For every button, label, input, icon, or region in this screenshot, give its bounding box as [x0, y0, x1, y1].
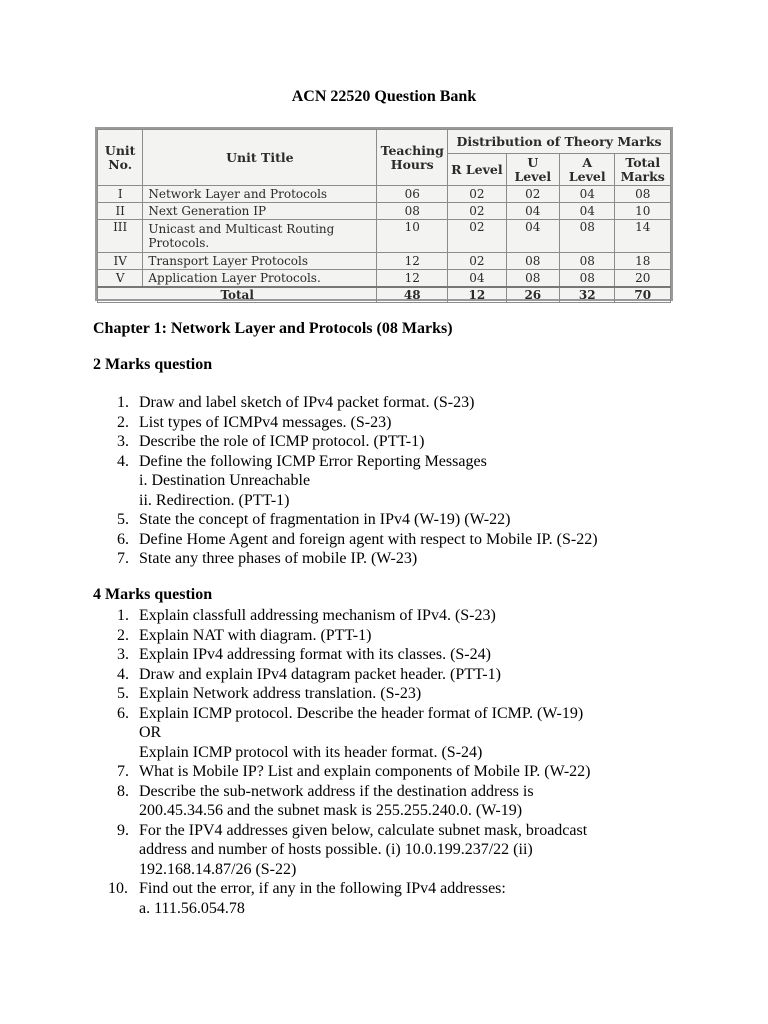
u-level: 02: [506, 186, 559, 203]
teaching-hours: 06: [377, 186, 448, 203]
list-item: 2. Explain NAT with diagram. (PTT-1): [117, 626, 372, 644]
u-level: 08: [506, 253, 559, 270]
total-marks: 18: [615, 253, 671, 270]
teaching-hours: 12: [377, 270, 448, 287]
list-item: 6. Explain ICMP protocol. Describe the header format of ICMP. (W-19) OR Explain ICMP protocol with its header format. (S-24): [117, 704, 584, 761]
list-item: 5. State the concept of fragmentation in IPv4 (W-19) (W-22): [117, 511, 511, 528]
header-a-level: A Level: [560, 154, 615, 186]
table-row: [98, 203, 671, 220]
teaching-hours: 12: [377, 253, 448, 270]
total-label: Total: [98, 287, 377, 303]
list-item: 7. State any three phases of mobile IP. (W-23): [117, 550, 418, 567]
header-teaching-hours: Teaching Hours: [377, 130, 448, 186]
a-level: 04: [560, 186, 615, 203]
r-level: 02: [448, 253, 506, 270]
r-level: 02: [448, 186, 506, 203]
a-level: 04: [560, 203, 615, 220]
total-r-level: 12: [448, 287, 506, 303]
list-item: 5. Explain Network address translation. (S-23): [117, 685, 422, 702]
list-item: 1. Explain classfull addressing mechanism of IPv4. (S-23): [117, 607, 496, 624]
four-marks-question-list: [93, 606, 713, 918]
table-row: [98, 220, 671, 253]
two-marks-question-list: [93, 393, 713, 569]
list-item: 2. List types of ICMPv4 messages. (S-23): [117, 413, 392, 431]
total-marks: 10: [615, 203, 671, 220]
header-total-marks: Total Marks: [615, 154, 671, 186]
total-marks: 14: [615, 220, 671, 253]
unit-number: III: [98, 220, 143, 253]
r-level: 02: [448, 203, 506, 220]
total-marks-sum: 70: [615, 287, 671, 303]
unit-title: Application Layer Protocols.: [143, 270, 377, 287]
list-item: 10. Find out the error, if any in the following IPv4 addresses: a. 111.56.054.78: [108, 880, 506, 917]
unit-title: Network Layer and Protocols: [143, 186, 377, 203]
unit-title: Transport Layer Protocols: [143, 253, 377, 270]
a-level: 08: [560, 220, 615, 253]
list-item: 4. Define the following ICMP Error Reporting Messages i. Destination Unreachable ii. Redirection. (PTT-1): [117, 452, 487, 509]
header-u-level: U Level: [506, 154, 559, 186]
a-level: 08: [560, 270, 615, 287]
r-level: 02: [448, 220, 506, 253]
total-a-level: 32: [560, 287, 615, 303]
list-item: 7. What is Mobile IP? List and explain components of Mobile IP. (W-22): [117, 763, 591, 780]
u-level: 04: [506, 203, 559, 220]
table-row: [98, 253, 671, 270]
two-marks-heading: 2 Marks question: [93, 356, 213, 373]
table-row: [98, 270, 671, 287]
total-u-level: 26: [506, 287, 559, 303]
list-item: 1. Draw and label sketch of IPv4 packet format. (S-23): [117, 394, 475, 411]
header-unit-title: Unit Title: [143, 130, 377, 186]
list-item: 3. Describe the role of ICMP protocol. (PTT-1): [117, 433, 425, 450]
four-marks-heading: 4 Marks question: [93, 586, 213, 603]
table-total-row: [98, 287, 671, 303]
total-marks: 20: [615, 270, 671, 287]
r-level: 04: [448, 270, 506, 287]
list-item: 6. Define Home Agent and foreign agent with respect to Mobile IP. (S-22): [117, 530, 598, 548]
list-item: 8. Describe the sub-network address if the destination address is 200.45.34.56 and the subnet mask is 255.255.240.0. (W-19): [117, 782, 534, 819]
total-hours: 48: [377, 287, 448, 303]
list-item: 3. Explain IPv4 addressing format with its classes. (S-24): [117, 646, 491, 663]
header-distribution: Distribution of Theory Marks: [448, 130, 671, 154]
teaching-hours: 08: [377, 203, 448, 220]
document-title: ACN 22520 Question Bank: [291, 88, 477, 105]
u-level: 04: [506, 220, 559, 253]
total-marks: 08: [615, 186, 671, 203]
unit-title: Unicast and Multicast Routing Protocols.: [143, 220, 377, 253]
teaching-hours: 10: [377, 220, 448, 253]
header-unit-no: Unit No.: [98, 130, 143, 186]
list-item: 9. For the IPV4 addresses given below, calculate subnet mask, broadcast address and number of hosts possible. (i) 10.0.199.237/22 (ii) 192.168.14.87/26 (S-22): [117, 821, 588, 878]
unit-number: V: [98, 270, 143, 287]
table-row: [98, 186, 671, 203]
unit-number: I: [98, 186, 143, 203]
chapter-heading: Chapter 1: Network Layer and Protocols (08 Marks): [93, 320, 453, 337]
unit-number: IV: [98, 253, 143, 270]
marks-distribution-table: [95, 127, 673, 301]
unit-title: Next Generation IP: [143, 203, 377, 220]
unit-number: II: [98, 203, 143, 220]
list-item: 4. Draw and explain IPv4 datagram packet header. (PTT-1): [117, 665, 501, 683]
header-r-level: R Level: [448, 154, 506, 186]
u-level: 08: [506, 270, 559, 287]
a-level: 08: [560, 253, 615, 270]
